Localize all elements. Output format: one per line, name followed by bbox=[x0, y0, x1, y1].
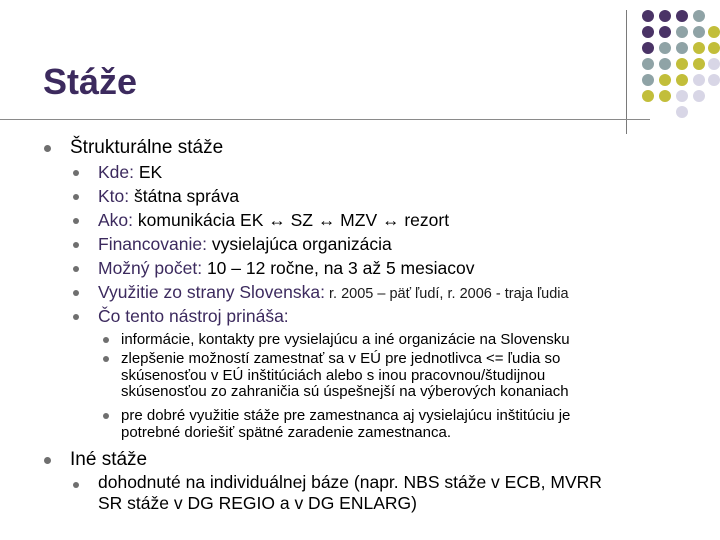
dot bbox=[676, 10, 688, 22]
item-value: r. 2005 – päť ľudí, r. 2006 - traja ľudia bbox=[324, 286, 569, 302]
subitem-line: zlepšenie možností zamestnať sa v EÚ pre jednotlivca <= ľudia so bbox=[121, 350, 561, 367]
dot bbox=[708, 74, 720, 86]
dot bbox=[693, 42, 705, 54]
bullet-icon bbox=[44, 457, 51, 464]
section-heading-ine-staze: Iné stáže bbox=[70, 449, 148, 470]
dot bbox=[642, 42, 654, 54]
item-value: vysielajúca organizácia bbox=[206, 234, 392, 254]
dot bbox=[659, 74, 671, 86]
dot bbox=[642, 58, 654, 70]
item-kde bbox=[98, 162, 162, 183]
vertical-rule bbox=[626, 10, 627, 134]
item-line: dohodnuté na individuálnej báze (napr. NBS stáže v ECB, MVRR bbox=[98, 472, 602, 492]
dot bbox=[676, 106, 688, 118]
dot bbox=[693, 26, 705, 38]
dot bbox=[659, 26, 671, 38]
dot bbox=[642, 10, 654, 22]
subitem-line: potrebné doriešiť spätné zaradenie zamestnanca. bbox=[121, 423, 451, 441]
bullet-icon bbox=[73, 482, 79, 488]
dot bbox=[708, 26, 720, 38]
subitem-line: skúsenosťou v EÚ inštitúciách alebo s inou pracovnou/študijnou bbox=[121, 366, 546, 384]
item-term: Čo tento nástroj prináša: bbox=[98, 306, 289, 326]
bullet-icon bbox=[73, 218, 79, 224]
item-value: 10 – 12 ročne, na 3 až 5 mesiacov bbox=[202, 258, 475, 278]
dot bbox=[676, 42, 688, 54]
subitem-zlepsenie bbox=[121, 351, 569, 401]
bullet-icon bbox=[103, 337, 109, 343]
item-term: Ako: bbox=[98, 210, 134, 230]
bullet-icon bbox=[44, 145, 51, 152]
dot bbox=[659, 90, 671, 102]
item-term: Využitie zo strany Slovenska: bbox=[98, 282, 325, 302]
dot bbox=[676, 90, 688, 102]
item-vyuzitie bbox=[98, 282, 569, 305]
item-value: štátna správa bbox=[129, 186, 240, 206]
dot bbox=[642, 26, 654, 38]
dot bbox=[642, 74, 654, 86]
subitem-line: pre dobré využitie stáže pre zamestnanca aj vysielajúcu inštitúciu je bbox=[121, 407, 571, 424]
dot bbox=[659, 58, 671, 70]
dot bbox=[708, 58, 720, 70]
dot bbox=[676, 74, 688, 86]
dot bbox=[676, 58, 688, 70]
item-value: EK bbox=[134, 162, 163, 182]
bullet-icon bbox=[73, 242, 79, 248]
bullet-icon bbox=[73, 290, 79, 296]
item-mozny-pocet bbox=[98, 258, 474, 279]
item-term: Financovanie: bbox=[98, 234, 207, 254]
item-ako bbox=[98, 210, 449, 231]
dot bbox=[659, 10, 671, 22]
dot bbox=[693, 10, 705, 22]
dot bbox=[659, 42, 671, 54]
dot bbox=[693, 58, 705, 70]
dot bbox=[708, 42, 720, 54]
item-term: Kto: bbox=[98, 186, 130, 206]
item-financovanie bbox=[98, 234, 392, 255]
item-term: Možný počet: bbox=[98, 258, 203, 278]
bullet-icon bbox=[103, 356, 109, 362]
item-kto bbox=[98, 186, 239, 207]
dot bbox=[693, 90, 705, 102]
bullet-icon bbox=[73, 266, 79, 272]
item-co-prinasa bbox=[98, 306, 289, 327]
bullet-icon bbox=[103, 413, 109, 419]
subitem-informacie bbox=[121, 332, 570, 349]
title-divider bbox=[0, 119, 650, 120]
item-value: komunikácia EK ↔ SZ ↔ MZV ↔ rezort bbox=[133, 210, 450, 230]
dot bbox=[693, 74, 705, 86]
slide-title: Stáže bbox=[43, 61, 138, 102]
section-heading-strukturalne: Štrukturálne stáže bbox=[70, 137, 224, 158]
item-term: Kde: bbox=[98, 162, 134, 182]
subitem-line: skúsenosťou zo zahraničia sú úspešnejší na výberových konaniach bbox=[121, 383, 569, 400]
item-line: SR stáže v DG REGIO a v DG ENLARG) bbox=[98, 493, 417, 513]
dot bbox=[642, 90, 654, 102]
subitem-line: informácie, kontakty pre vysielajúcu a iné organizácie na Slovensku bbox=[121, 331, 570, 348]
item-dohodnute bbox=[98, 472, 602, 514]
bullet-icon bbox=[73, 170, 79, 176]
bullet-icon bbox=[73, 314, 79, 320]
subitem-dobre-vyuzitie bbox=[121, 408, 570, 441]
dot bbox=[676, 26, 688, 38]
bullet-icon bbox=[73, 194, 79, 200]
